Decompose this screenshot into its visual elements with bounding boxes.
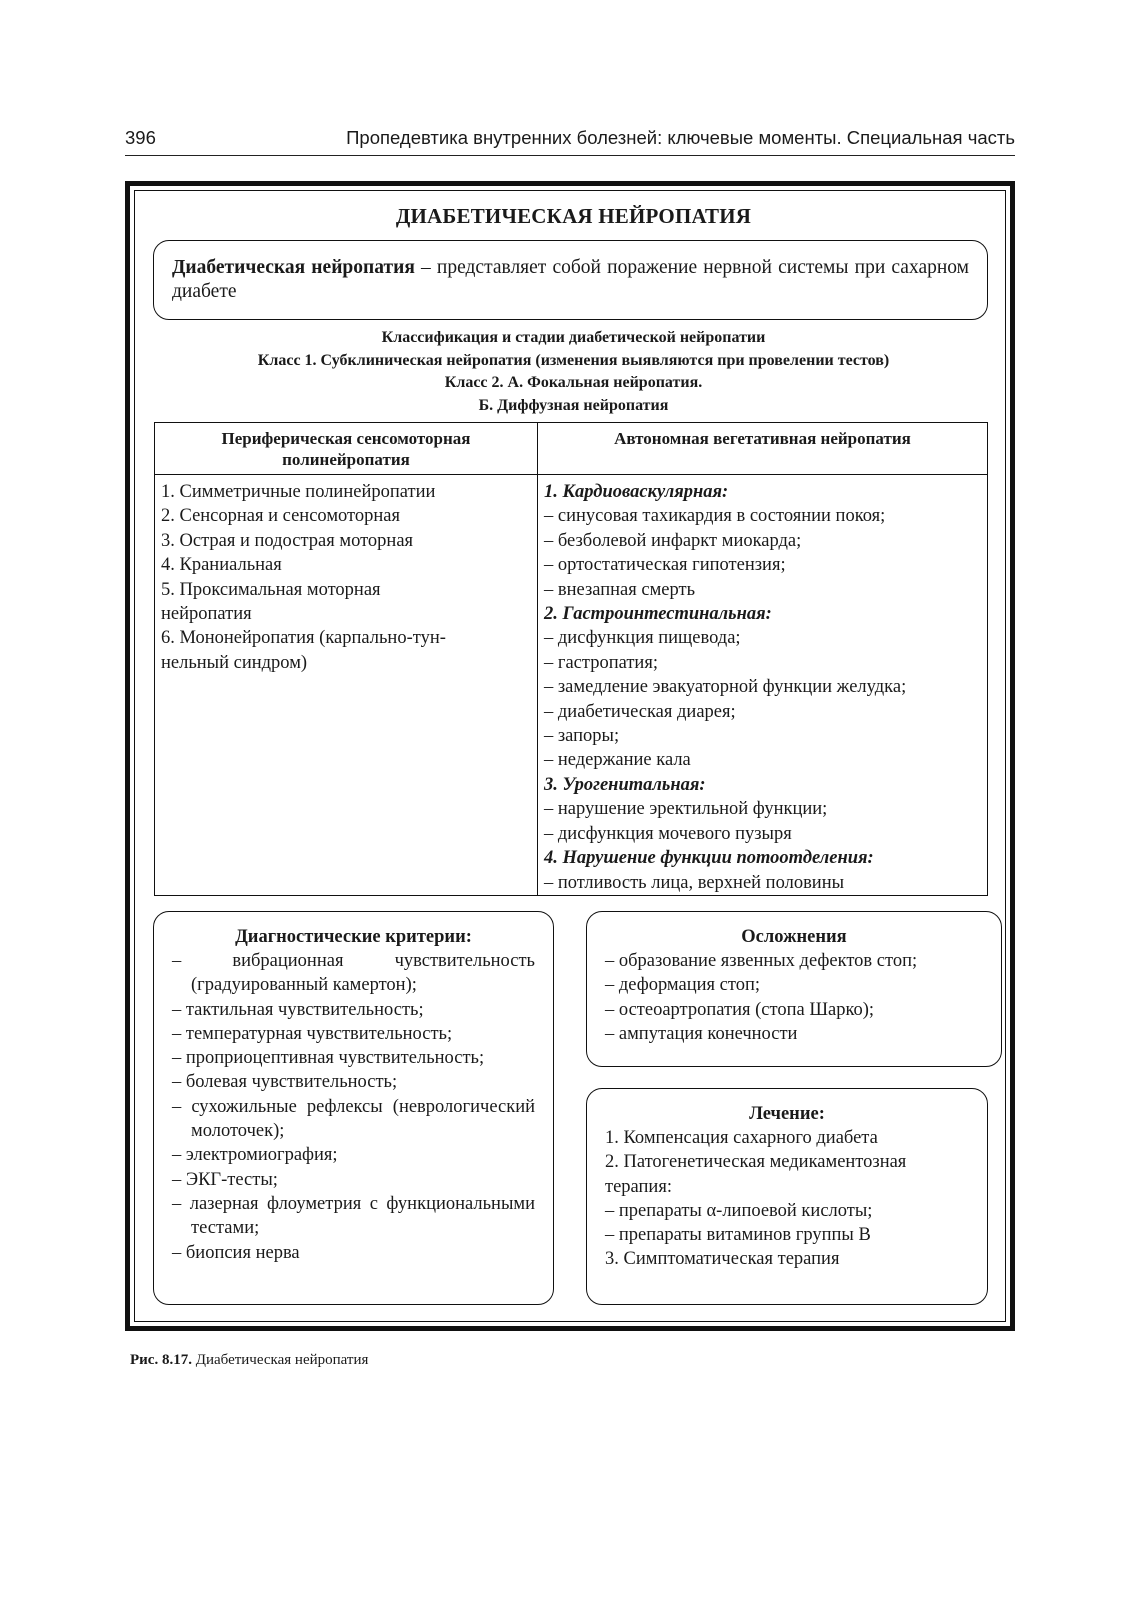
list-item: 6. Мононейропатия (карпально-тун- (161, 628, 446, 649)
list-item: – замедление эвакуаторной функции желудка; (544, 677, 907, 698)
list-item: – дисфункция пищевода; (544, 628, 741, 649)
treatment-title: Лечение: (749, 1104, 825, 1124)
list-item: 3. Симптоматическая терапия (605, 1249, 840, 1270)
list-item: – препараты витаминов группы В (605, 1225, 871, 1246)
category-sweating: 4. Нарушение функции потоотделения: (544, 848, 874, 869)
table-row (155, 475, 988, 896)
list-item: – ортостатическая гипотензия; (544, 555, 786, 576)
table-header-row (155, 423, 988, 475)
treatment-box (586, 1088, 988, 1305)
list-item: 1. Симметричные полинейропатии (161, 482, 436, 502)
list-item: – синусовая тахикардия в состоянии покоя; (544, 506, 886, 527)
classification-block (140, 327, 1007, 417)
list-item: – гастропатия; (544, 652, 658, 673)
list-item: 5. Проксимальная моторная (161, 579, 381, 600)
classification-heading: Классификация и стадии диабетической нейропатии (381, 329, 766, 346)
definition-box (153, 240, 988, 320)
list-item: 1. Компенсация сахарного диабета (605, 1128, 878, 1148)
page-number: 396 (125, 127, 156, 148)
caption-label: Рис. 8.17. (130, 1352, 192, 1368)
definition-text: – представляет собой поражение нервной системы при сахарном диабете (172, 257, 970, 302)
table-header-peripheral: Периферическая сенсомоторная полинейропатия (155, 423, 538, 475)
category-urogenital: 3. Урогенитальная: (544, 774, 706, 795)
list-item: – тактильная чувствительность; (172, 999, 424, 1020)
neuropathy-table (154, 422, 988, 896)
autonomic-cell (538, 475, 988, 896)
list-item: 2. Патогенетическая медикаментозная терапия: (605, 1152, 907, 1197)
list-item: – деформация стоп; (605, 975, 761, 996)
list-item: – лазерная флоуметрия с функциональными тестами; (172, 1193, 535, 1239)
list-item: – биопсия нерва (172, 1242, 300, 1263)
list-item: – вибрационная чувствительность (градуированный камертон); (172, 951, 535, 996)
running-head (125, 127, 1015, 156)
list-item: – безболевой инфаркт миокарда; (544, 530, 802, 551)
list-item: – препараты α-липоевой кислоты; (605, 1200, 873, 1221)
list-item: – внезапная смерть (544, 579, 696, 600)
list-item: – проприоцептивная чувствительность; (172, 1048, 485, 1069)
list-item: 2. Сенсорная и сенсомоторная (161, 506, 400, 527)
list-item: нельный синдром) (161, 652, 308, 673)
category-cardiovascular: 1. Кардиоваскулярная: (544, 482, 729, 502)
table-header-autonomic: Автономная вегетативная нейропатия (538, 423, 988, 475)
category-gastrointestinal: 2. Гастроинтестинальная: (544, 604, 772, 625)
list-item: – остеоартропатия (стопа Шарко); (605, 999, 875, 1020)
list-item: – недержание кала (544, 750, 691, 771)
list-item: – электромиография; (172, 1145, 338, 1166)
classification-class2b: Б. Диффузная нейропатия (478, 396, 669, 414)
classification-class1: Класс 1. Субклиническая нейропатия (изменения выявляются при провелении тестов) (257, 351, 890, 369)
list-item: – дисфункция мочевого пузыря (544, 823, 792, 844)
list-item: – сухожильные рефлексы (неврологический молоточек); (172, 1096, 535, 1142)
list-item: – ЭКГ-тесты; (172, 1169, 278, 1190)
list-item: – нарушение эректильной функции; (544, 799, 828, 820)
list-item: – температурная чувствительность; (172, 1023, 453, 1044)
definition-term: Диабетическая нейропатия (172, 257, 415, 278)
figure-title: ДИАБЕТИЧЕСКАЯ НЕЙРОПАТИЯ (395, 204, 752, 228)
list-item: 3. Острая и подострая моторная (161, 530, 414, 551)
classification-class2a: Класс 2. А. Фокальная нейропатия. (444, 374, 703, 391)
list-item: – ампутация конечности (605, 1023, 798, 1044)
running-title: Пропедевтика внутренних болезней: ключевые моменты. Специальная часть (346, 127, 1015, 148)
caption-text: Диабетическая нейропатия (191, 1352, 369, 1368)
list-item: – потливость лица, верхней половины (544, 872, 845, 893)
figure-caption (130, 1352, 368, 1369)
diagnostics-title: Диагностические критерии: (235, 927, 472, 947)
list-item: – запоры; (544, 726, 620, 747)
list-item: – болевая чувствительность; (172, 1072, 398, 1093)
peripheral-cell (155, 475, 538, 896)
complications-box (586, 911, 1002, 1067)
complications-title: Осложнения (741, 927, 847, 947)
list-item: нейропатия (161, 604, 252, 625)
list-item: – диабетическая диарея; (544, 701, 736, 722)
diagnostics-box (153, 911, 554, 1305)
list-item: – образование язвенных дефектов стоп; (605, 951, 918, 971)
list-item: 4. Краниальная (161, 555, 282, 576)
